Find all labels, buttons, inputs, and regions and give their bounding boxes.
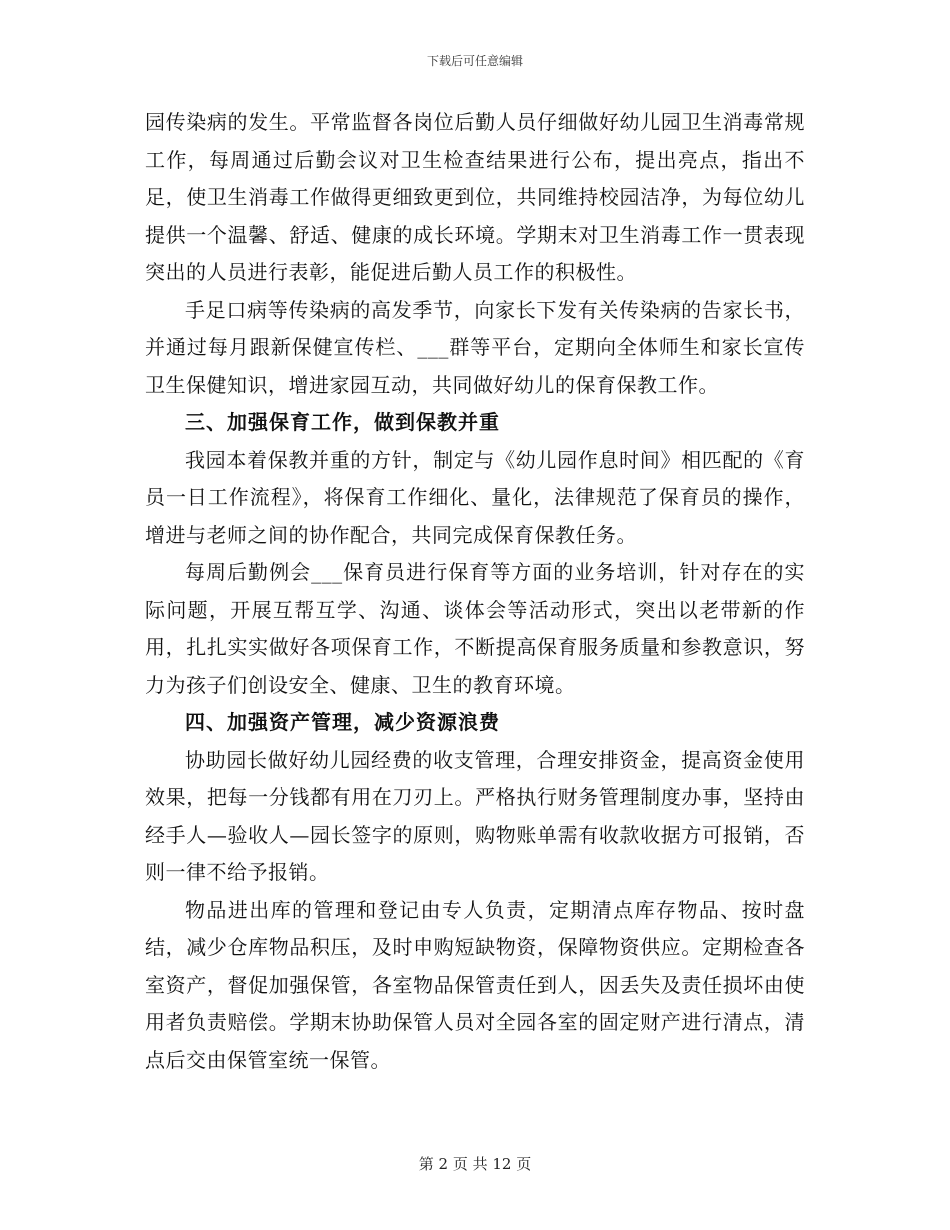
paragraph-continuation: 园传染病的发生。平常监督各岗位后勤人员仔细做好幼儿园卫生消毒常规工作，每周通过后勤会议对卫生检查结果进行公布，提出亮点，指出不足，使卫生消毒工作做得更细致更到位，共同维持校园洁净，为每位幼儿提供一个温馨、舒适、健康的成长环境。学期末对卫生消毒工作一贯表现突出的人员进行表彰，能促进后勤人员工作的积极性。 bbox=[145, 110, 805, 284]
paragraph-care-schedule: 我园本着保教并重的方针，制定与《幼儿园作息时间》相匹配的《育员一日工作流程》，将保育工作细化、量化，法律规范了保育员的操作，增进与老师之间的协作配合，共同完成保育保教任务。 bbox=[145, 447, 805, 547]
paragraph-inventory: 物品进出库的管理和登记由专人负责，定期清点库存物品、按时盘结，减少仓库物品积压，及时申购短缺物资，保障物资供应。定期检查各室资产，督促加强保管，各室物品保管责任到人，因丢失及责任损坏由使用者负责赔偿。学期末协助保管人员对全园各室的固定财产进行清点，清点后交由保管室统一保管。 bbox=[145, 897, 805, 1072]
section-heading-3: 三、加强保育工作，做到保教并重 bbox=[185, 410, 500, 434]
header-note: 下载后可任意编辑 bbox=[426, 54, 523, 68]
page-footer: 第 2 页 共 12 页 bbox=[418, 1155, 532, 1173]
section-heading-4: 四、加强资产管理，减少资源浪费 bbox=[185, 710, 500, 734]
paragraph-finance: 协助园长做好幼儿园经费的收支管理，合理安排资金，提高资金使用效果，把每一分钱都有用在刀刃上。严格执行财务管理制度办事，坚持由经手人—验收人—园长签字的原则，购物账单需有收款收据方可报销，否则一律不给予报销。 bbox=[145, 747, 805, 884]
paragraph-infectious-disease: 手足口病等传染病的高发季节，向家长下发有关传染病的告家长书，并通过每月跟新保健宣传栏、___群等平台，定期向全体师生和家长宣传卫生保健知识，增进家园互动，共同做好幼儿的保育保教工作。 bbox=[145, 297, 805, 397]
document-body bbox=[145, 104, 805, 1079]
paragraph-weekly-training: 每周后勤例会___保育员进行保育等方面的业务培训，针对存在的实际问题，开展互帮互学、沟通、谈体会等活动形式，突出以老带新的作用，扎扎实实做好各项保育工作，不断提高保育服务质量和参教意识，努力为孩子们创设安全、健康、卫生的教育环境。 bbox=[145, 560, 805, 697]
